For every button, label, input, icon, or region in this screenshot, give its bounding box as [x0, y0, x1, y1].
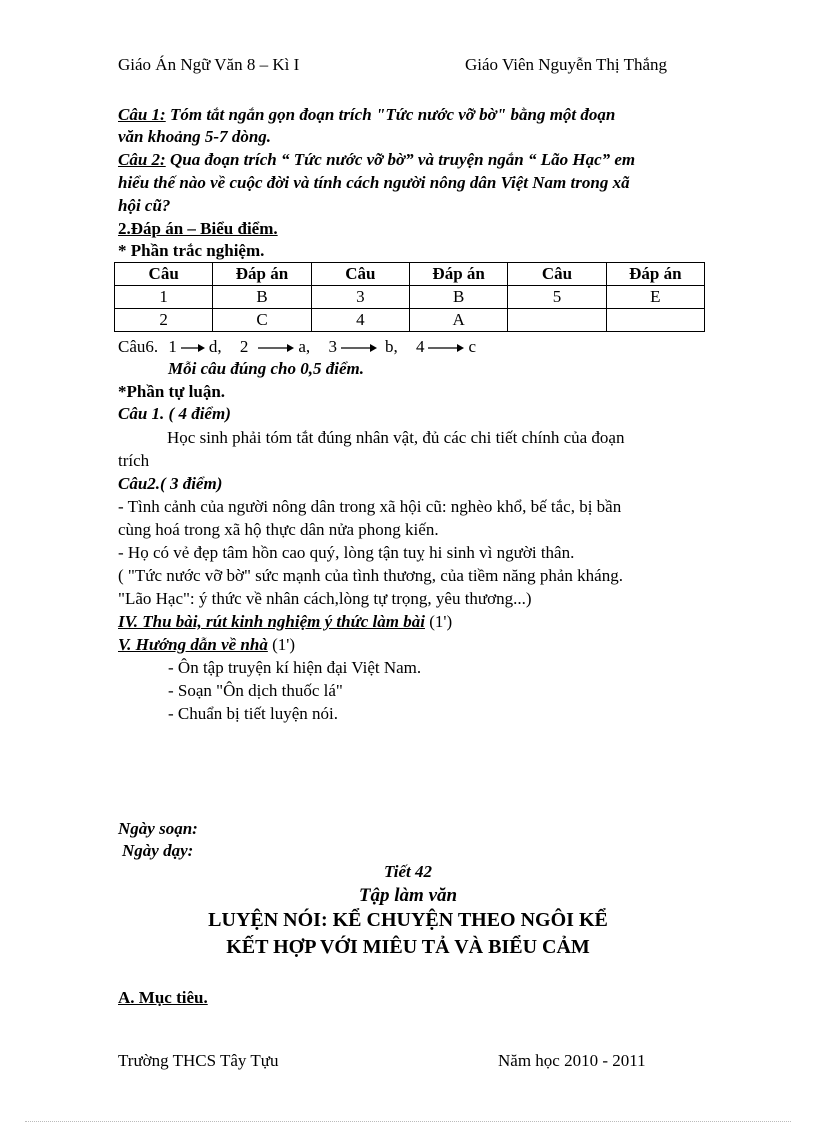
table-cell: A: [409, 309, 507, 332]
table-cell: 2: [115, 309, 213, 332]
section-a-heading: A. Mục tiêu.: [118, 988, 208, 1007]
table-header-cell: Đáp án: [606, 263, 704, 286]
list-item: - Ôn tập truyện kí hiện đại Việt Nam.: [168, 658, 422, 677]
cau6-label: Câu6.: [118, 337, 159, 356]
table-header-cell: Đáp án: [213, 263, 311, 286]
essay-c2-line-5: "Lão Hạc": ý thức về nhân cách,lòng tự trọng, yêu thương...): [118, 589, 532, 608]
table-header-row: [115, 263, 705, 286]
lesson-title-line-1: LUYỆN NÓI: KỂ CHUYỆN THEO NGÔI KỂ: [208, 909, 608, 931]
footer-right: Năm học 2010 - 2011: [498, 1051, 646, 1070]
cau6-to: c: [468, 337, 476, 356]
table-cell: E: [606, 286, 704, 309]
right-arrow-icon: [258, 344, 294, 352]
table-cell: 5: [508, 286, 606, 309]
cau6-line: [118, 336, 476, 358]
question-1-label: Câu 1:: [118, 105, 166, 124]
essay-c2-line-1: - Tình cảnh của người nông dân trong xã hội cũ: nghèo khổ, bế tắc, bị bần: [118, 497, 622, 516]
essay-c2-line-2: cùng hoá trong xã hộ thực dân nửa phong kiến.: [118, 520, 439, 539]
right-arrow-icon: [341, 344, 377, 352]
section-4-line: [118, 611, 452, 633]
cau6-from: 3: [328, 337, 337, 356]
table-header-cell: Câu: [508, 263, 606, 286]
essay-c2-line-3: - Họ có vẻ đẹp tâm hồn cao quý, lòng tận tuỵ hi sinh vì người thân.: [118, 543, 575, 562]
score-note: Mỗi câu đúng cho 0,5 điểm.: [168, 359, 364, 378]
question-2-text-a: Qua đoạn trích “ Tức nước vỡ bờ” và truyện ngắn “ Lão Hạc” em: [165, 150, 636, 169]
question-2-line-1: [118, 149, 635, 171]
section-5-line: [118, 634, 295, 656]
section-4-time: (1'): [424, 612, 453, 631]
table-header-cell: Câu: [311, 263, 409, 286]
cau6-from: 4: [415, 337, 425, 356]
section-4-heading: IV. Thu bài, rút kinh nghiệm ý thức làm bài: [118, 612, 425, 631]
page-divider: [25, 1121, 791, 1122]
table-cell: [606, 309, 704, 332]
answer-table: [114, 262, 705, 332]
essay-c1-heading: Câu 1. ( 4 điểm): [118, 404, 231, 423]
table-cell: 3: [311, 286, 409, 309]
essay-c2-line-4: ( "Tức nước vỡ bờ" sức mạnh của tình thương, của tiềm năng phản kháng.: [118, 566, 623, 585]
question-2-text-b: hiểu thế nào về cuộc đời và tính cách người nông dân Việt Nam trong xã: [118, 173, 630, 192]
table-header-cell: Đáp án: [409, 263, 507, 286]
header-left: Giáo Án Ngữ Văn 8 – Kì I: [118, 55, 300, 74]
section-5-heading: V. Hướng dẫn về nhà: [118, 635, 268, 654]
question-1-line-1: [118, 104, 615, 126]
ngay-day: Ngày dạy:: [122, 841, 194, 860]
section-5-time: (1'): [267, 635, 295, 654]
list-item: - Soạn "Ôn dịch thuốc lá": [168, 681, 343, 700]
essay-c2-heading: Câu2.( 3 điểm): [118, 474, 223, 493]
header-right: Giáo Viên Nguyễn Thị Thắng: [465, 55, 668, 74]
table-cell: 4: [311, 309, 409, 332]
cau6-from: 1: [168, 337, 177, 356]
footer-left: Trường THCS Tây Tựu: [118, 1051, 279, 1070]
lesson-title-line-2: KẾT HỢP VỚI MIÊU TẢ VÀ BIỂU CẢM: [226, 936, 590, 958]
cau6-to: a,: [298, 337, 311, 356]
cau6-to: d,: [208, 337, 222, 356]
table-cell: C: [213, 309, 311, 332]
question-2-text-c: hội cũ?: [118, 196, 171, 215]
table-header-cell: Câu: [115, 263, 213, 286]
list-item: - Chuẩn bị tiết luyện nói.: [168, 704, 338, 723]
cau6-to: b,: [384, 337, 398, 356]
lesson-tiet: Tiết 42: [384, 862, 432, 881]
essay-c1-text-a: Học sinh phải tóm tắt đúng nhân vật, đủ các chi tiết chính của đoạn: [167, 428, 625, 447]
table-cell: B: [213, 286, 311, 309]
table-cell: [508, 309, 606, 332]
right-arrow-icon: [181, 344, 205, 352]
table-cell: B: [409, 286, 507, 309]
table-row: [115, 309, 705, 332]
cau6-from: 2: [239, 337, 249, 356]
lesson-subject: Tập làm văn: [358, 885, 458, 906]
answer-key-heading: 2.Đáp án – Biểu điểm.: [118, 219, 278, 238]
table-row: [115, 286, 705, 309]
essay-heading: *Phần tự luận.: [118, 382, 226, 401]
question-2-label: Câu 2:: [118, 150, 166, 169]
mc-heading: * Phần trắc nghiệm.: [118, 241, 265, 260]
question-1-text-a: Tóm tắt ngắn gọn đoạn trích "Tức nước vỡ bờ" bằng một đoạn: [165, 105, 616, 124]
right-arrow-icon: [428, 344, 464, 352]
ngay-soan: Ngày soạn:: [118, 819, 198, 838]
table-cell: 1: [115, 286, 213, 309]
question-1-text-b: văn khoảng 5-7 dòng.: [118, 127, 272, 146]
essay-c1-text-b: trích: [118, 451, 150, 470]
